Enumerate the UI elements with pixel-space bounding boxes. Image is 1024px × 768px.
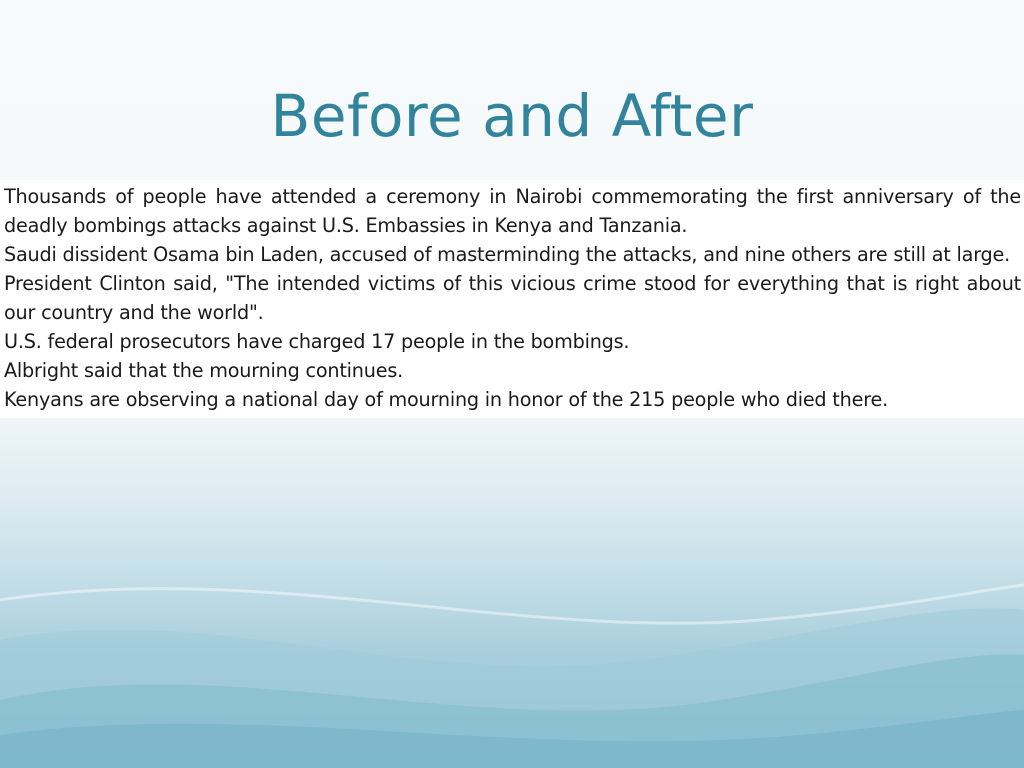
- summary-line: U.S. federal prosecutors have charged 17 people in the bombings.: [4, 330, 630, 353]
- summary-line: President Clinton said, "The intended victims of this vicious crime stood for everything that is right about: [4, 272, 1021, 295]
- summary-line: our country and the world".: [4, 301, 264, 324]
- slide-title: Before and After: [270, 82, 754, 150]
- summary-line: Albright said that the mourning continues.: [4, 359, 404, 382]
- summary-line: Thousands of people have attended a ceremony in Nairobi commemorating the first anniversary of the: [4, 185, 1021, 208]
- summary-line: Saudi dissident Osama bin Laden, accused of masterminding the attacks, and nine others are still at large.: [4, 243, 1011, 266]
- summary-text-block: [0, 180, 1024, 418]
- summary-line: Kenyans are observing a national day of mourning in honor of the 215 people who died there.: [4, 388, 888, 411]
- summary-line: deadly bombings attacks against U.S. Embassies in Kenya and Tanzania.: [4, 214, 688, 237]
